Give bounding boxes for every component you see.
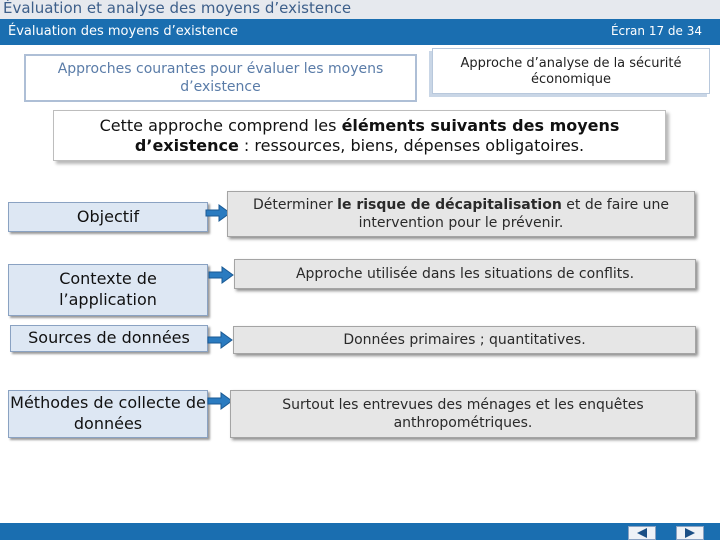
arrow-right-icon bbox=[208, 265, 234, 285]
row-label-text: Objectif bbox=[76, 206, 140, 226]
row-label-objective bbox=[8, 202, 208, 232]
footer-bar bbox=[0, 523, 720, 540]
module-title: Évaluation des moyens d’existence bbox=[8, 24, 239, 39]
intro-text-part1: Cette approche comprend les bbox=[99, 116, 342, 135]
prev-button[interactable] bbox=[628, 526, 656, 540]
row-value-data-sources bbox=[233, 326, 696, 354]
row-value-text: Approche utilisée dans les situations de conflits. bbox=[295, 265, 635, 282]
intro-text bbox=[53, 110, 666, 161]
intro-text-bold: éléments suivants des moyens d’existence bbox=[134, 116, 620, 156]
course-title: Évaluation et analyse des moyens d’existence bbox=[3, 0, 352, 17]
row-label-text: Contexte de l’application bbox=[59, 269, 157, 309]
row-label-collection-methods bbox=[8, 390, 208, 438]
triangle-left-icon bbox=[635, 528, 649, 538]
tab-common-approaches[interactable]: Approches courantes pour évaluer les moyens d’existence bbox=[24, 54, 417, 102]
row-label-data-sources bbox=[10, 325, 208, 352]
row-value-text: Données primaires ; quantitatives. bbox=[343, 331, 586, 348]
row-value-collection-methods bbox=[230, 390, 696, 438]
next-button[interactable] bbox=[676, 526, 704, 540]
row-value-text: Déterminer le risque de décapitalisation et de faire une intervention pour le prévenir. bbox=[252, 196, 670, 231]
row-label-context bbox=[8, 264, 208, 316]
arrow-right-icon bbox=[207, 330, 233, 350]
intro-text-part2: : ressources, biens, dépenses obligatoires. bbox=[238, 136, 585, 156]
triangle-right-icon bbox=[683, 528, 697, 538]
tab-economic-security[interactable]: Approche d’analyse de la sécurité économique bbox=[432, 48, 710, 94]
row-value-text: Surtout les entrevues des ménages et les enquêtes anthropométriques. bbox=[282, 396, 644, 431]
screen-counter: Écran 17 de 34 bbox=[610, 24, 702, 38]
row-value-objective bbox=[227, 191, 695, 237]
row-value-context bbox=[234, 259, 696, 289]
row-label-text: Méthodes de collecte de données bbox=[10, 393, 206, 433]
row-label-text: Sources de données bbox=[28, 328, 190, 348]
